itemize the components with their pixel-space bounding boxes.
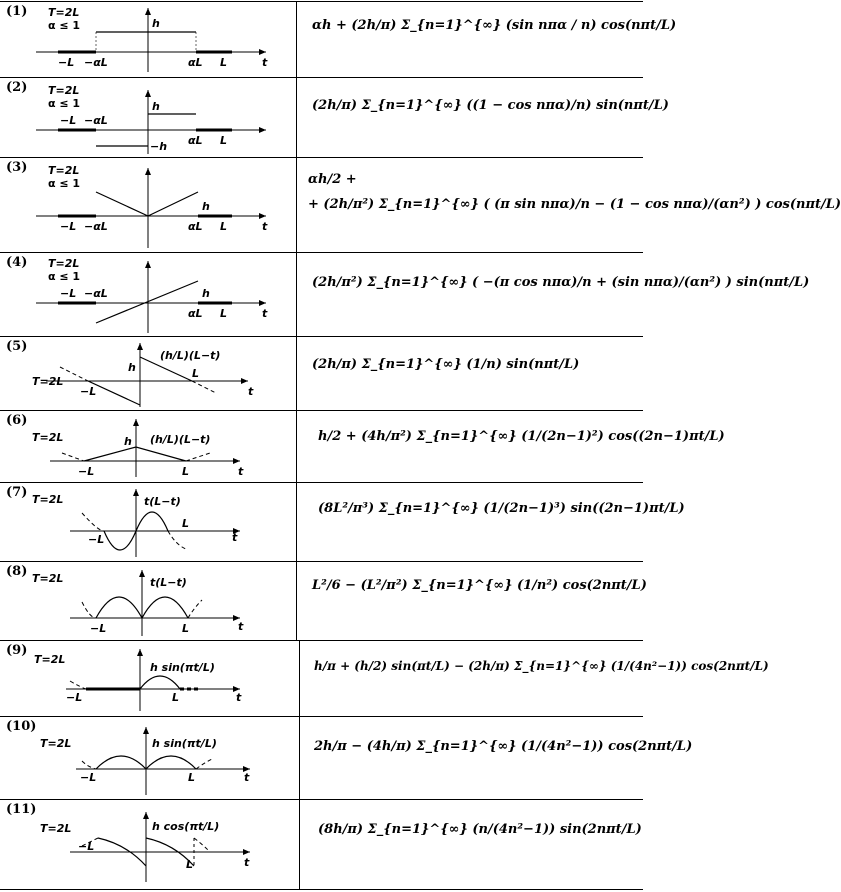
svg-text:T=2L: T=2L — [48, 84, 80, 97]
row-9 — [0, 641, 769, 716]
row-10 — [0, 717, 693, 799]
svg-text:−L: −L — [58, 56, 75, 69]
svg-text:−L: −L — [80, 771, 97, 784]
series-formula: (2h/π) Σ_{n=1}^{∞} ((1 − cos nπα)/n) sin(nπt/L) — [312, 98, 669, 113]
series-formula: αh/2 + + (2h/π²) Σ_{n=1}^{∞} ( (π sin nπα)/n − (1 − cos nπα)/(αn²) ) cos(nπt/L) — [308, 172, 841, 212]
svg-text:t: t — [232, 531, 238, 544]
svg-text:−L: −L — [80, 385, 97, 398]
svg-text:αL: αL — [188, 307, 203, 320]
row-4 — [0, 253, 810, 336]
svg-text:−L: −L — [60, 114, 77, 127]
svg-text:−L: −L — [60, 220, 77, 233]
svg-text:t(L−t): t(L−t) — [150, 576, 187, 589]
row-8 — [0, 562, 647, 640]
svg-text:α ≤ 1: α ≤ 1 — [48, 177, 81, 190]
graph-sawtooth — [26, 337, 286, 409]
svg-text:h sin(πt/L): h sin(πt/L) — [150, 661, 215, 674]
svg-text:h: h — [152, 100, 160, 113]
svg-text:T=2L: T=2L — [32, 431, 64, 444]
svg-text:L: L — [182, 622, 190, 635]
graph-odd-pulse — [26, 78, 286, 156]
svg-text:h: h — [124, 435, 132, 448]
period-label: T=2L — [48, 6, 80, 19]
svg-text:−L: −L — [90, 622, 107, 635]
alpha-condition: α ≤ 1 — [48, 19, 81, 32]
svg-text:L: L — [192, 367, 200, 380]
svg-text:T=2L: T=2L — [48, 257, 80, 270]
row-number: (11) — [6, 802, 37, 817]
svg-text:h: h — [202, 287, 210, 300]
svg-text:L: L — [186, 858, 194, 871]
graph-parabolic-arches — [26, 562, 286, 638]
svg-text:(h/L)(L−t): (h/L)(L−t) — [160, 349, 221, 362]
svg-text:−αL: −αL — [84, 220, 108, 233]
svg-text:α ≤ 1: α ≤ 1 — [48, 97, 81, 110]
svg-text:t(L−t): t(L−t) — [144, 495, 181, 508]
row-number: (8) — [6, 564, 28, 579]
svg-text:T=2L: T=2L — [32, 493, 64, 506]
row-2 — [0, 78, 669, 157]
row-number: (4) — [6, 255, 28, 270]
row-1 — [0, 2, 677, 77]
svg-text:T=2L: T=2L — [48, 164, 80, 177]
svg-text:t: t — [262, 56, 268, 69]
svg-text:h: h — [128, 361, 136, 374]
series-formula: L²/6 − (L²/π²) Σ_{n=1}^{∞} (1/n²) cos(2nπt/L) — [312, 578, 647, 593]
series-formula: (2h/π) Σ_{n=1}^{∞} (1/n) sin(nπt/L) — [312, 357, 580, 372]
svg-text:T=2L: T=2L — [32, 375, 64, 388]
svg-text:t: t — [238, 620, 244, 633]
series-formula: h/π + (h/2) sin(πt/L) − (2h/π) Σ_{n=1}^{∞} (1/(4n²−1)) cos(2nπt/L) — [314, 659, 769, 673]
svg-text:−L: −L — [78, 840, 95, 853]
table-border-bottom — [0, 889, 643, 890]
svg-text:−L: −L — [78, 465, 95, 478]
svg-text:T=2L: T=2L — [32, 572, 64, 585]
svg-text:T=2L: T=2L — [40, 822, 72, 835]
series-formula: αh + (2h/π) Σ_{n=1}^{∞} (sin nπα / n) cos(nπt/L) — [312, 18, 677, 33]
svg-text:−αL: −αL — [84, 287, 108, 300]
row-number: (7) — [6, 485, 28, 500]
svg-text:t: t — [262, 307, 268, 320]
graph-odd-triangular — [26, 253, 286, 335]
row-7 — [0, 483, 685, 561]
svg-text:αL: αL — [188, 220, 203, 233]
svg-text:−L: −L — [88, 533, 105, 546]
row-number: (10) — [6, 719, 37, 734]
row-3 — [0, 158, 841, 252]
graph-half-wave-sine — [26, 641, 292, 715]
svg-text:(h/L)(L−t): (h/L)(L−t) — [150, 433, 211, 446]
svg-text:L: L — [172, 691, 180, 704]
svg-text:α ≤ 1: α ≤ 1 — [48, 270, 81, 283]
svg-text:αL: αL — [188, 134, 203, 147]
svg-text:h: h — [202, 200, 210, 213]
svg-text:−αL: −αL — [84, 56, 108, 69]
svg-text:−L: −L — [60, 287, 77, 300]
svg-text:L: L — [220, 56, 228, 69]
svg-text:t: t — [244, 856, 250, 869]
row-number: (1) — [6, 4, 28, 19]
graph-triangular-pulse — [26, 158, 286, 250]
svg-text:h: h — [152, 17, 160, 30]
row-number: (3) — [6, 160, 28, 175]
svg-text:L: L — [182, 517, 190, 530]
svg-text:T=2L: T=2L — [40, 737, 72, 750]
svg-text:−L: −L — [66, 691, 83, 704]
graph-parabolic-odd — [26, 483, 286, 559]
series-formula: (8L²/π³) Σ_{n=1}^{∞} (1/(2n−1)³) sin((2n−1)πt/L) — [318, 501, 685, 516]
svg-text:h cos(πt/L): h cos(πt/L) — [152, 820, 220, 833]
row-number: (5) — [6, 339, 28, 354]
svg-text:αL: αL — [188, 56, 203, 69]
row-number: (6) — [6, 413, 28, 428]
series-formula: 2h/π − (4h/π) Σ_{n=1}^{∞} (1/(4n²−1)) cos(2nπt/L) — [314, 739, 693, 754]
svg-text:T=2L: T=2L — [34, 653, 66, 666]
series-formula: (8h/π) Σ_{n=1}^{∞} (n/(4n²−1)) sin(2nπt/L) — [318, 822, 642, 837]
row-number: (9) — [6, 643, 28, 658]
svg-text:L: L — [220, 220, 228, 233]
svg-text:t: t — [236, 691, 242, 704]
graph-rectangular-pulse — [26, 2, 286, 76]
series-formula: h/2 + (4h/π²) Σ_{n=1}^{∞} (1/(2n−1)²) cos((2n−1)πt/L) — [318, 429, 725, 444]
svg-text:h sin(πt/L): h sin(πt/L) — [152, 737, 217, 750]
row-6 — [0, 411, 725, 482]
svg-text:t: t — [244, 771, 250, 784]
graph-full-wave-sine — [26, 717, 292, 797]
svg-text:−h: −h — [150, 140, 168, 153]
row-number: (2) — [6, 80, 28, 95]
row-5 — [0, 337, 643, 410]
row-11 — [0, 800, 643, 889]
graph-triangle-wave — [26, 411, 286, 481]
svg-text:−αL: −αL — [84, 114, 108, 127]
graph-half-cosine-segments — [26, 800, 292, 888]
svg-text:t: t — [262, 220, 268, 233]
series-formula: (2h/π²) Σ_{n=1}^{∞} ( −(π cos nπα)/n + (sin nπα)/(αn²) ) sin(nπt/L) — [312, 275, 810, 290]
svg-text:L: L — [220, 307, 228, 320]
svg-text:t: t — [248, 385, 254, 398]
svg-text:L: L — [220, 134, 228, 147]
svg-text:t: t — [238, 465, 244, 478]
svg-text:L: L — [188, 771, 196, 784]
svg-text:L: L — [182, 465, 190, 478]
